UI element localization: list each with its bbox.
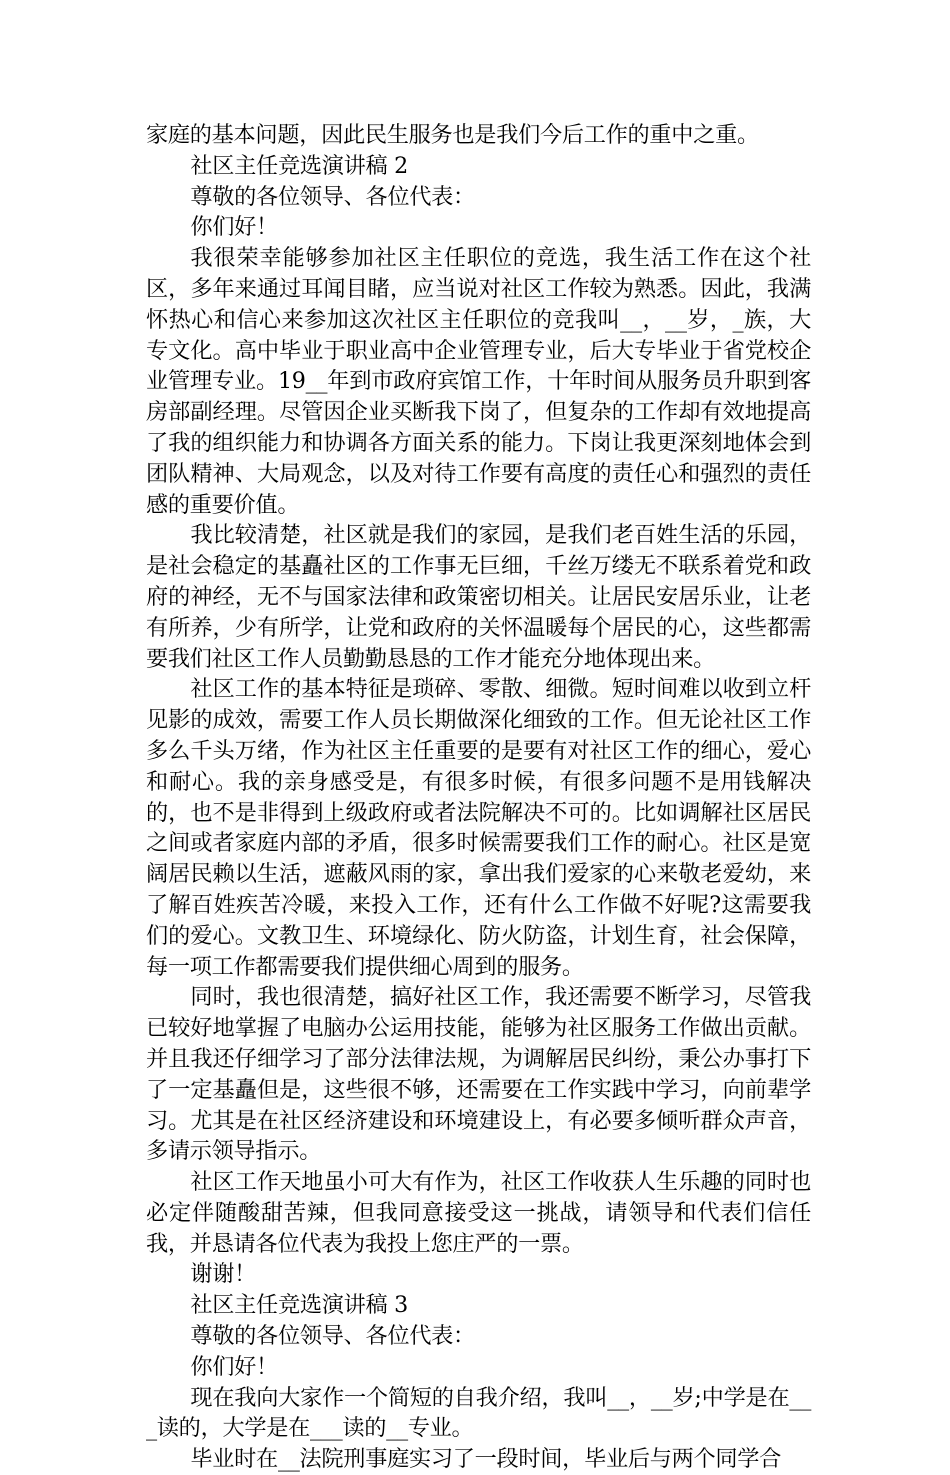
document-page bbox=[146, 120, 811, 1475]
speech-2-heading: 社区主任竞选演讲稿 2 bbox=[190, 152, 408, 179]
paragraph-intro-tail: 家庭的基本问题，因此民生服务也是我们今后工作的重中之重。 bbox=[146, 122, 759, 148]
speech-2-greeting: 你们好！ bbox=[190, 214, 278, 241]
speech-2-paragraph-closing: 社区工作天地虽小可大有作为，社区工作收获人生乐趣的同时也必定伴随酸甜苦辣，但我同意接受这一挑战，请领导和代表们信任我，并恳请各位代表为我投上您庄严的一票。 bbox=[146, 1169, 811, 1257]
speech-3-paragraph-graduation: 毕业时在__法院刑事庭实习了一段时间，毕业后与两个同学合 bbox=[190, 1446, 782, 1473]
speech-3-greeting: 你们好！ bbox=[190, 1353, 278, 1380]
speech-2-paragraph-work-features: 社区工作的基本特征是琐碎、零散、细微。短时间难以收到立杆见影的成效，需要工作人员长期做深化细致的工作。但无论社区工作多么千头万绪，作为社区主任重要的是要有对社区工作的细心，爱心和耐心。我的亲身感受是，有很多时候，有很多问题不是用钱解决的，也不是非得到上级政府或者法院解决不可的。比如调解社区居民之间或者家庭内部的矛盾，很多时候需要我们工作的耐心。社区是宽阔居民赖以生活，遮蔽风雨的家，拿出我们爱家的心来敬老爱幼，来了解百姓疾苦冷暖，来投入工作，还有什么工作做不好呢?这需要我们的爱心。文教卫生、环境绿化、防火防盗，计划生育，社会保障，每一项工作都需要我们提供细心周到的服务。 bbox=[146, 676, 811, 980]
speech-3-salutation: 尊敬的各位领导、各位代表： bbox=[190, 1323, 475, 1350]
speech-2-paragraph-introduction: 我很荣幸能够参加社区主任职位的竞选，我生活工作在这个社区，多年来通过耳闻目睹，应当说对社区工作较为熟悉。因此，我满怀热心和信心来参加这次社区主任职位的竞我叫__，__岁，_族，大专文化。高中毕业于职业高中企业管理专业，后大专毕业于省党校企业管理专业。19__年到市政府宾馆工作，十年时间从服务员升职到客房部副经理。尽管因企业买断我下岗了，但复杂的工作却有效地提高了我的组织能力和协调各方面关系的能力。下岗让我更深刻地体会到团队精神、大局观念，以及对待工作要有高度的责任心和强烈的责任感的重要价值。 bbox=[146, 245, 811, 518]
speech-3-heading: 社区主任竞选演讲稿 3 bbox=[190, 1292, 408, 1319]
speech-3-paragraph-self-intro: 现在我向大家作一个简短的自我介绍，我叫__，__岁;中学是在___读的，大学是在___读的__专业。 bbox=[146, 1384, 811, 1442]
speech-2-salutation: 尊敬的各位领导、各位代表： bbox=[190, 183, 475, 210]
speech-2-paragraph-community-home: 我比较清楚，社区就是我们的家园，是我们老百姓生活的乐园，是社会稳定的基矗社区的工作事无巨细，千丝万缕无不联系着党和政府的神经，无不与国家法律和政策密切相关。让居民安居乐业，让老有所养，少有所学，让党和政府的关怀温暖每个居民的心，这些都需要我们社区工作人员勤勤恳恳的工作才能充分地体现出来。 bbox=[146, 522, 811, 672]
speech-2-thanks: 谢谢！ bbox=[190, 1261, 257, 1288]
speech-2-paragraph-learning: 同时，我也很清楚，搞好社区工作，我还需要不断学习，尽管我已较好地掌握了电脑办公运用技能，能够为社区服务工作做出贡献。并且我还仔细学习了部分法律法规，为调解居民纠纷，秉公办事打下了一定基矗但是，这些很不够，还需要在工作实践中学习，向前辈学习。尤其是在社区经济建设和环境建设上，有必要多倾听群众声音，多请示领导指示。 bbox=[146, 984, 811, 1165]
